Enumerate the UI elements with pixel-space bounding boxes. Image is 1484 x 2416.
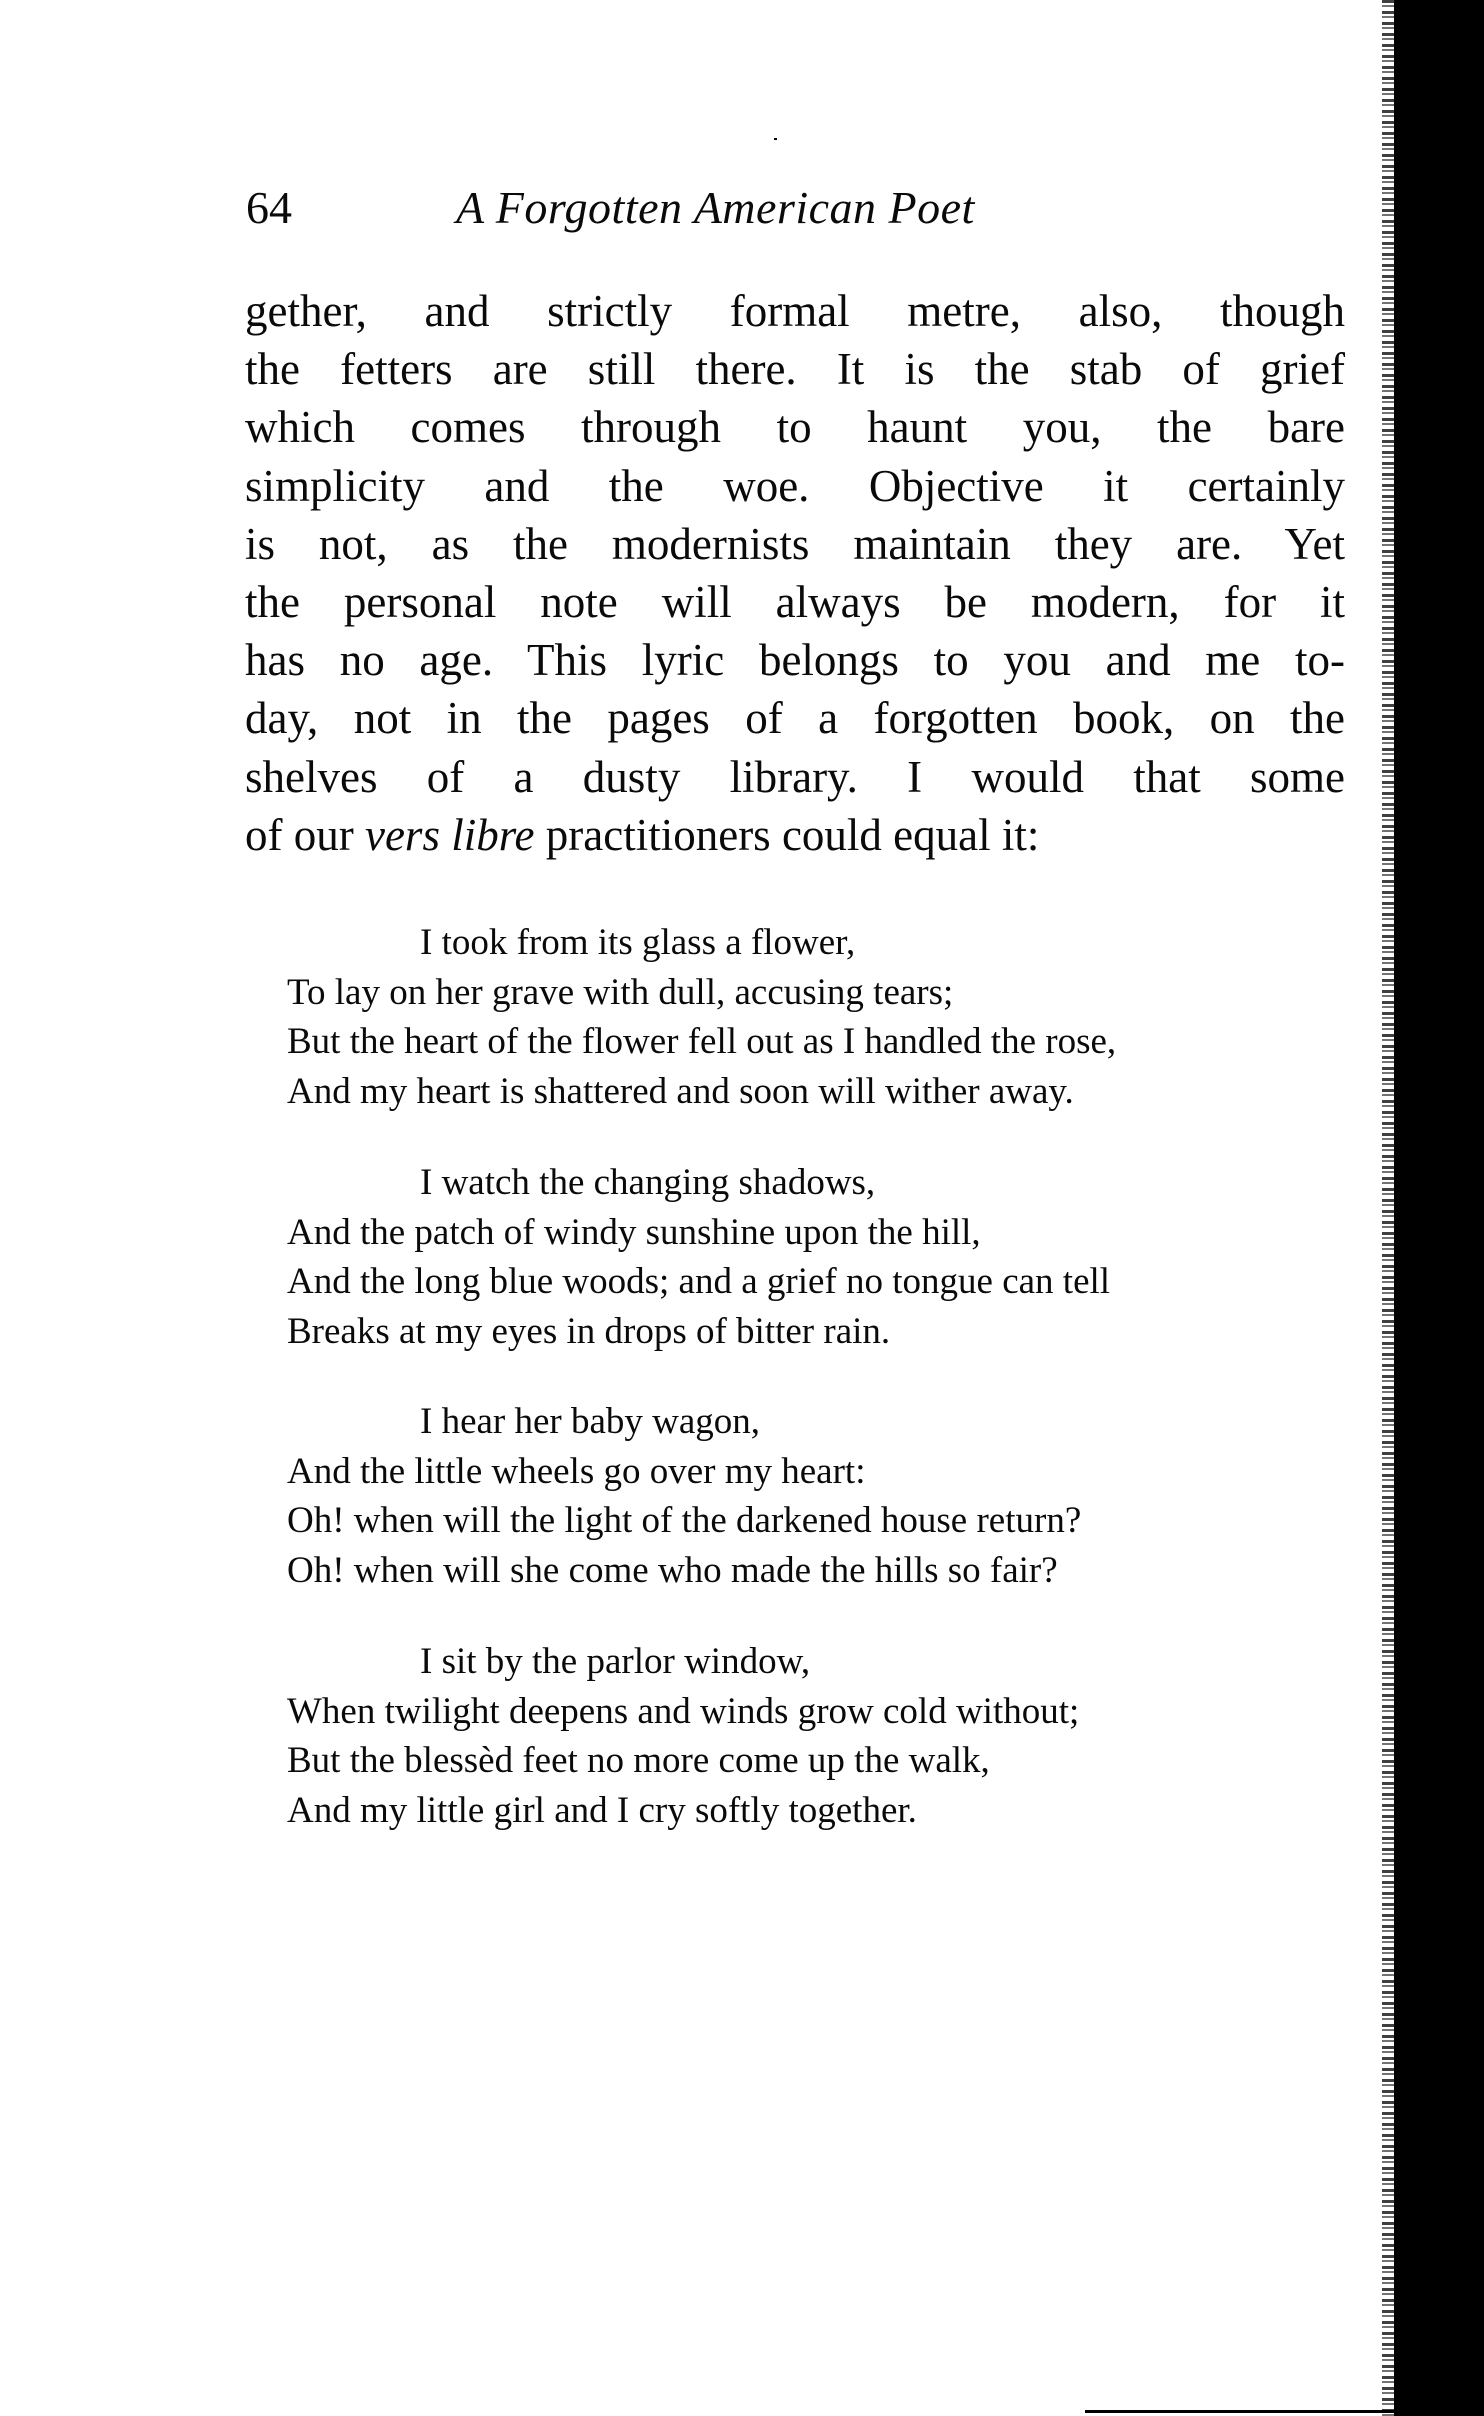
poem-line: I watch the changing shadows,	[420, 1162, 876, 1203]
poem-line: When twilight deepens and winds grow cold without;	[287, 1690, 1080, 1732]
prose-text: has no age. This lyric belongs to you and me to-	[245, 635, 1345, 686]
prose-line	[245, 748, 1345, 806]
poem-line: Oh! when will the light of the darkened house return?	[287, 1500, 1082, 1541]
prose-text: practitioners could equal it:	[534, 809, 1040, 860]
prose-paragraph	[245, 282, 1345, 864]
poem-line: But the heart of the flower fell out as I handled the rose,	[287, 1021, 1117, 1062]
prose-line	[245, 282, 1345, 340]
italic-phrase: vers libre	[364, 809, 535, 860]
prose-line	[245, 631, 1345, 689]
poem-line: And my little girl and I cry softly together.	[287, 1789, 917, 1831]
binding-shadow	[1394, 0, 1484, 2416]
prose-text: the fetters are still there. It is the stab of grief	[245, 344, 1345, 395]
running-head	[0, 180, 1400, 240]
poem-line: I took from its glass a flower,	[420, 922, 856, 963]
poem-line: But the blessèd feet no more come up the walk,	[287, 1740, 990, 1781]
poem-line: Oh! when will she come who made the hills so fair?	[287, 1549, 1058, 1591]
poem-line: And the little wheels go over my heart:	[287, 1450, 866, 1492]
prose-line	[245, 398, 1345, 456]
prose-text: of our	[245, 809, 365, 860]
poem-line: To lay on her grave with dull, accusing tears;	[287, 971, 954, 1013]
prose-line	[245, 689, 1345, 747]
poem-line: And the long blue woods; and a grief no tongue can tell	[287, 1261, 1111, 1302]
ink-speck	[774, 138, 777, 140]
poem-line: Breaks at my eyes in drops of bitter rain.	[287, 1310, 891, 1352]
prose-text: shelves of a dusty library. I would that some	[245, 751, 1345, 802]
poem-stanza	[287, 918, 1347, 1116]
prose-line	[245, 573, 1345, 631]
poem-stanza	[287, 1158, 1347, 1356]
page-bottom-edge	[1085, 2410, 1405, 2413]
prose-text: is not, as the modernists maintain they are. Yet	[245, 518, 1345, 569]
poem-line: And my heart is shattered and soon will wither away.	[287, 1070, 1074, 1112]
page-number: 64	[246, 182, 292, 233]
prose-text: the personal note will always be modern, for it	[245, 576, 1345, 627]
prose-line	[245, 806, 1345, 864]
prose-line	[245, 340, 1345, 398]
poem-stanza	[287, 1637, 1347, 1835]
prose-text: day, not in the pages of a forgotten book, on the	[245, 693, 1345, 744]
prose-line	[245, 457, 1345, 515]
poem-stanza	[287, 1397, 1347, 1595]
prose-text: gether, and strictly formal metre, also, though	[245, 286, 1345, 336]
running-head-title: A Forgotten American Poet	[456, 182, 975, 233]
poem-line: And the patch of windy sunshine upon the hill,	[287, 1211, 981, 1253]
poem-line: I sit by the parlor window,	[420, 1641, 811, 1682]
poem-line: I hear her baby wagon,	[420, 1401, 761, 1442]
prose-text: which comes through to haunt you, the bare	[245, 402, 1345, 453]
prose-text: simplicity and the woe. Objective it certainly	[245, 460, 1345, 511]
prose-line	[245, 515, 1345, 573]
